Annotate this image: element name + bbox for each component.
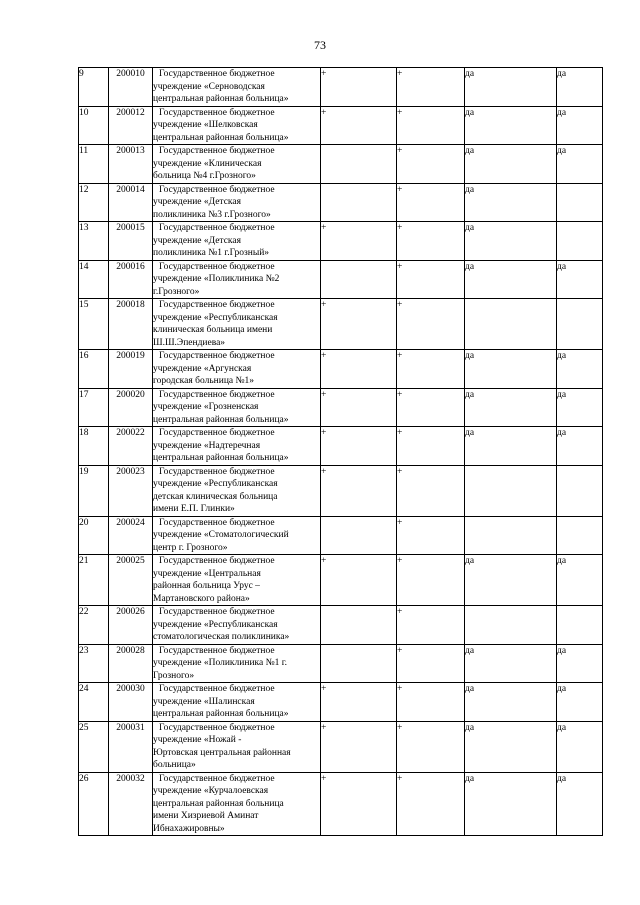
institution-name (153, 465, 321, 516)
row-number: 23 (79, 644, 109, 683)
answer-column-6: да (465, 772, 557, 836)
institution-name-line: Государственное бюджетное (159, 428, 275, 438)
table-row (79, 222, 603, 261)
institution-name-line: центральная районная больница» (153, 132, 289, 143)
institution-name-line: Ш.Ш.Эпендиева» (153, 337, 226, 348)
row-number: 16 (79, 350, 109, 389)
answer-column-7: да (557, 145, 603, 184)
institution-name-line: учреждение «Шелковская (153, 120, 258, 130)
institution-code: 200014 (109, 183, 153, 222)
institution-name-line: Государственное бюджетное (159, 300, 275, 310)
institution-name-line: учреждение «Детская (153, 235, 241, 246)
row-number: 15 (79, 299, 109, 350)
institution-name-line: центральная районная больница» (153, 94, 289, 104)
institution-code: 200015 (109, 222, 153, 261)
answer-column-7 (557, 606, 603, 645)
table-row (79, 183, 603, 222)
institution-code: 200025 (109, 555, 153, 606)
institution-code: 200026 (109, 606, 153, 645)
institution-name-line: имени Хизриевой Аминат (153, 811, 259, 821)
institution-name (153, 222, 321, 261)
institution-name (153, 106, 321, 145)
mark-column-5: + (397, 68, 465, 107)
answer-column-7: да (557, 644, 603, 683)
institution-name-line: Государственное бюджетное (159, 607, 275, 617)
mark-column-4: + (321, 222, 397, 261)
row-number: 10 (79, 106, 109, 145)
answer-column-7: да (557, 772, 603, 836)
institution-name-line: больница» (153, 760, 196, 770)
institution-name-line: учреждение «Шалинская (153, 696, 255, 707)
answer-column-6 (465, 299, 557, 350)
answer-column-6: да (465, 145, 557, 184)
row-number: 20 (79, 516, 109, 555)
institution-name-line: поликлиника №3 г.Грозного» (153, 209, 271, 220)
answer-column-6: да (465, 260, 557, 299)
mark-column-5: + (397, 106, 465, 145)
institution-name-line: Государственное бюджетное (159, 184, 275, 195)
institution-name-line: Государственное бюджетное (159, 556, 275, 566)
institution-name-line: районная больница Урус – (153, 581, 260, 591)
institution-name-line: стоматологическая поликлиника» (153, 632, 290, 642)
answer-column-6: да (465, 183, 557, 222)
institution-name-line: центральная районная больница» (153, 453, 289, 463)
institution-name-line: учреждение «Детская (153, 197, 241, 207)
institution-code: 200031 (109, 721, 153, 772)
mark-column-5: + (397, 555, 465, 606)
institution-name (153, 299, 321, 350)
mark-column-5: + (397, 465, 465, 516)
answer-column-6: да (465, 427, 557, 466)
institution-name-line: Государственное бюджетное (159, 517, 275, 528)
mark-column-4: + (321, 683, 397, 722)
mark-column-5: + (397, 644, 465, 683)
table-row (79, 388, 603, 427)
answer-column-7: да (557, 721, 603, 772)
mark-column-4 (321, 260, 397, 299)
institution-name-line: Мартановского района» (153, 593, 250, 604)
answer-column-6: да (465, 222, 557, 261)
answer-column-7 (557, 299, 603, 350)
answer-column-7: да (557, 555, 603, 606)
institution-name-line: имени Е.П. Глинки» (153, 504, 235, 514)
institution-name-line: учреждение «Аргунская (153, 363, 252, 374)
table-row (79, 465, 603, 516)
row-number: 24 (79, 683, 109, 722)
institution-name-line: учреждение «Республиканская (153, 479, 278, 489)
institution-name-line: учреждение «Курчалоевская (153, 786, 269, 796)
institution-name-line: учреждение «Серноводская (153, 81, 265, 92)
institution-name (153, 644, 321, 683)
institution-code: 200013 (109, 145, 153, 184)
institution-name (153, 516, 321, 555)
institution-name-line: Государственное бюджетное (159, 107, 275, 118)
row-number: 21 (79, 555, 109, 606)
table-row (79, 106, 603, 145)
mark-column-5: + (397, 222, 465, 261)
institution-name (153, 260, 321, 299)
answer-column-6: да (465, 683, 557, 722)
answer-column-6: да (465, 68, 557, 107)
row-number: 25 (79, 721, 109, 772)
mark-column-4: + (321, 427, 397, 466)
institution-code: 200023 (109, 465, 153, 516)
answer-column-6: да (465, 721, 557, 772)
table-row (79, 350, 603, 389)
answer-column-6: да (465, 555, 557, 606)
institution-name-line: г.Грозного» (153, 286, 200, 297)
answer-column-7: да (557, 350, 603, 389)
institution-name-line: учреждение «Грозненская (153, 402, 259, 412)
institution-name-line: Государственное бюджетное (159, 223, 275, 233)
row-number: 9 (79, 68, 109, 107)
mark-column-5: + (397, 183, 465, 222)
mark-column-4 (321, 606, 397, 645)
institution-name-line: центральная районная больница» (153, 709, 289, 719)
answer-column-7 (557, 516, 603, 555)
row-number: 17 (79, 388, 109, 427)
table-row (79, 772, 603, 836)
row-number: 14 (79, 260, 109, 299)
mark-column-5: + (397, 606, 465, 645)
institution-name-line: больница №4 г.Грозного» (153, 171, 256, 181)
institution-name-line: Юртовская центральная районная (153, 747, 291, 758)
institution-name-line: Государственное бюджетное (159, 69, 275, 79)
institution-name (153, 350, 321, 389)
institution-name-line: городская больница №1» (153, 376, 255, 386)
mark-column-4: + (321, 68, 397, 107)
mark-column-5: + (397, 350, 465, 389)
institution-code: 200010 (109, 68, 153, 107)
answer-column-7: да (557, 106, 603, 145)
institution-name-line: Государственное бюджетное (159, 261, 275, 272)
institution-name (153, 772, 321, 836)
mark-column-4: + (321, 299, 397, 350)
table-row (79, 516, 603, 555)
answer-column-6 (465, 516, 557, 555)
institution-code: 200018 (109, 299, 153, 350)
table-row (79, 260, 603, 299)
mark-column-4 (321, 145, 397, 184)
institution-name-line: Государственное бюджетное (159, 146, 275, 156)
answer-column-6: да (465, 388, 557, 427)
answer-column-6: да (465, 350, 557, 389)
institution-code: 200016 (109, 260, 153, 299)
institution-name-line: центральная районная больница (153, 798, 284, 809)
answer-column-7: да (557, 427, 603, 466)
table-row (79, 606, 603, 645)
institution-name-line: Государственное бюджетное (159, 389, 275, 400)
table-row (79, 721, 603, 772)
institution-name (153, 606, 321, 645)
institution-code: 200024 (109, 516, 153, 555)
table-body (79, 68, 603, 836)
institution-name-line: учреждение «Республиканская (153, 312, 278, 323)
institution-name-line: поликлиника №1 г.Грозный» (153, 248, 270, 258)
mark-column-4: + (321, 555, 397, 606)
institution-name-line: Грозного» (153, 670, 195, 681)
answer-column-7: да (557, 388, 603, 427)
page-number: 73 (314, 38, 326, 52)
answer-column-6: да (465, 106, 557, 145)
mark-column-5: + (397, 145, 465, 184)
table-row (79, 555, 603, 606)
table-row (79, 299, 603, 350)
mark-column-4 (321, 644, 397, 683)
institution-name-line: учреждение «Поликлиника №1 г. (153, 658, 287, 668)
answer-column-6 (465, 465, 557, 516)
mark-column-4: + (321, 350, 397, 389)
institution-name-line: учреждение «Надтеречная (153, 440, 261, 451)
row-number: 26 (79, 772, 109, 836)
answer-column-7 (557, 465, 603, 516)
institution-name-line: учреждение «Поликлиника №2 (153, 274, 280, 284)
table-row (79, 644, 603, 683)
institution-name-line: учреждение «Стоматологический (153, 530, 289, 540)
institution-name-line: детская клиническая больница (153, 491, 278, 502)
institution-name-line: Государственное бюджетное (159, 351, 275, 361)
institution-code: 200032 (109, 772, 153, 836)
mark-column-5: + (397, 683, 465, 722)
institution-name (153, 427, 321, 466)
answer-column-7: да (557, 683, 603, 722)
institution-code: 200020 (109, 388, 153, 427)
row-number: 18 (79, 427, 109, 466)
institution-name-line: Ибнахажировны» (153, 823, 225, 834)
mark-column-5: + (397, 516, 465, 555)
mark-column-4: + (321, 106, 397, 145)
institution-name-line: учреждение «Ножай - (153, 735, 242, 745)
institution-name-line: Государственное бюджетное (159, 684, 275, 694)
institution-name (153, 183, 321, 222)
mark-column-4 (321, 183, 397, 222)
institution-name (153, 388, 321, 427)
mark-column-5: + (397, 772, 465, 836)
institution-code: 200028 (109, 644, 153, 683)
institution-code: 200022 (109, 427, 153, 466)
registry-table (78, 67, 603, 836)
institution-name-line: Государственное бюджетное (159, 466, 275, 477)
mark-column-5: + (397, 721, 465, 772)
institution-name-line: учреждение «Клиническая (153, 158, 262, 169)
row-number: 11 (79, 145, 109, 184)
mark-column-4: + (321, 388, 397, 427)
answer-column-6: да (465, 644, 557, 683)
mark-column-4 (321, 516, 397, 555)
institution-name (153, 683, 321, 722)
answer-column-6 (465, 606, 557, 645)
row-number: 19 (79, 465, 109, 516)
institution-name (153, 555, 321, 606)
row-number: 12 (79, 183, 109, 222)
table-row (79, 68, 603, 107)
institution-name (153, 145, 321, 184)
institution-name-line: учреждение «Центральная (153, 568, 261, 579)
institution-name-line: клиническая больница имени (153, 325, 273, 335)
institution-name-line: Государственное бюджетное (159, 722, 275, 733)
mark-column-5: + (397, 427, 465, 466)
institution-name-line: учреждение «Республиканская (153, 619, 278, 630)
answer-column-7: да (557, 260, 603, 299)
mark-column-5: + (397, 388, 465, 427)
answer-column-7: да (557, 68, 603, 107)
institution-code: 200012 (109, 106, 153, 145)
table-row (79, 145, 603, 184)
table-row (79, 683, 603, 722)
row-number: 13 (79, 222, 109, 261)
mark-column-5: + (397, 260, 465, 299)
answer-column-7 (557, 222, 603, 261)
mark-column-4: + (321, 721, 397, 772)
institution-name-line: Государственное бюджетное (159, 645, 275, 656)
mark-column-4: + (321, 465, 397, 516)
answer-column-7 (557, 183, 603, 222)
institution-name (153, 68, 321, 107)
institution-name (153, 721, 321, 772)
institution-name-line: центр г. Грозного» (153, 542, 228, 553)
institution-code: 200019 (109, 350, 153, 389)
institution-name-line: Государственное бюджетное (159, 773, 275, 784)
mark-column-5: + (397, 299, 465, 350)
institution-code: 200030 (109, 683, 153, 722)
mark-column-4: + (321, 772, 397, 836)
institution-name-line: центральная районная больница» (153, 414, 289, 425)
table-row (79, 427, 603, 466)
row-number: 22 (79, 606, 109, 645)
